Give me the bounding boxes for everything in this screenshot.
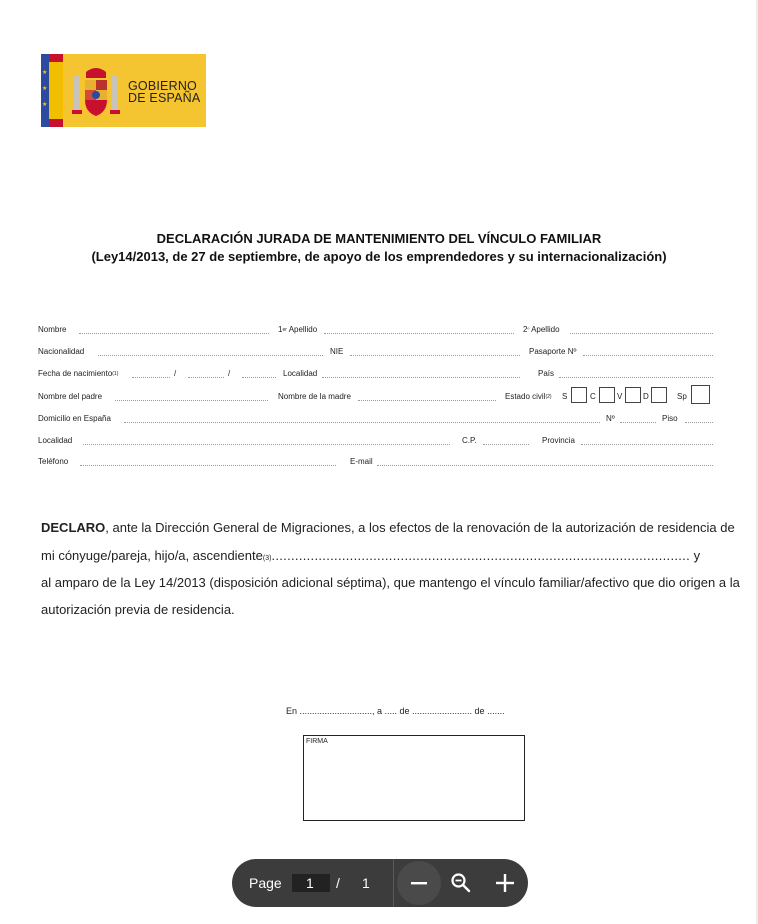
estado-option-v: V [617, 392, 623, 401]
label-apellido-2: $2^º$ Apellido [523, 325, 560, 334]
field-numero[interactable] [620, 422, 656, 423]
estado-option-c: C [590, 392, 596, 401]
field-piso[interactable] [685, 422, 713, 423]
document-title: DECLARACIÓN JURADA DE MANTENIMIENTO DEL VÍNCULO FAMILIAR [156, 231, 602, 246]
declaration-line-3: al amparo de la Ley 14/2013 (disposición adicional séptima), que mantengo el vínculo familiar/afectivo que dio origen a la [41, 575, 740, 590]
estado-option-d: D [643, 392, 649, 401]
page-label: Page [249, 875, 282, 891]
label-nombre: Nombre [38, 325, 67, 334]
label-localidad: Localidad [38, 436, 73, 445]
current-page-value: 1 [306, 875, 314, 891]
label-padre: Nombre del padre [38, 392, 103, 401]
minus-icon[interactable] [409, 873, 429, 893]
logo-line-1: GOBIERNO [128, 79, 197, 93]
toolbar-divider [393, 859, 394, 907]
label-pais: País [538, 369, 555, 378]
field-nacionalidad[interactable] [98, 355, 323, 356]
field-apellido-1[interactable] [324, 333, 514, 334]
checkbox-separado[interactable] [691, 385, 710, 404]
slash-1: / [174, 369, 177, 378]
field-localidad[interactable] [83, 444, 450, 445]
declaro-heading: DECLARO [41, 520, 106, 535]
field-apellido-2[interactable] [570, 333, 713, 334]
field-cp[interactable] [483, 444, 529, 445]
plus-icon[interactable] [494, 872, 516, 894]
field-fecha-mes[interactable] [188, 377, 224, 378]
checkbox-divorciado[interactable] [651, 387, 667, 403]
label-numero: Nº [606, 414, 615, 423]
document-subtitle: (Ley14/2013, de 27 de septiembre, de apoyo de los emprendedores y su internacionalización) [91, 249, 667, 264]
field-provincia[interactable] [581, 444, 713, 445]
label-madre: Nombre de la madre [278, 392, 351, 401]
field-fecha-anio[interactable] [242, 377, 276, 378]
checkbox-casado[interactable] [599, 387, 615, 403]
declaration-line-1: DECLARO, ante la Dirección General de Migraciones, a los efectos de la renovación de la autorización de residencia de [41, 520, 735, 535]
label-cp: C.P. [462, 436, 477, 445]
field-nombre[interactable] [79, 333, 269, 334]
label-nacionalidad: Nacionalidad [38, 347, 85, 356]
label-nie: NIE [330, 347, 344, 356]
label-piso: Piso [662, 414, 678, 423]
magnifier-icon[interactable] [450, 872, 472, 894]
checkbox-viudo[interactable] [625, 387, 641, 403]
estado-option-sp: Sp [677, 392, 687, 401]
label-provincia: Provincia [542, 436, 575, 445]
field-email[interactable] [377, 465, 713, 466]
declaration-line-2: mi cónyuge/pareja, hijo/a, ascendiente(3)........................................................................................................... y [41, 548, 701, 563]
logo-line-2: DE ESPAÑA [128, 91, 201, 105]
field-madre[interactable] [358, 400, 496, 401]
logo-text [128, 80, 200, 104]
coat-of-arms-icon [70, 64, 122, 120]
label-domicilio: Domicilio en España [38, 414, 111, 423]
field-telefono[interactable] [80, 465, 336, 466]
field-fecha-dia[interactable] [132, 377, 170, 378]
field-pasaporte[interactable] [583, 355, 713, 356]
field-domicilio[interactable] [124, 422, 600, 423]
label-localidad-nacimiento: Localidad [283, 369, 318, 378]
firma-box[interactable] [303, 735, 525, 821]
place-date-line[interactable]: En ............................., a ..... de ........................ de ....... [286, 706, 505, 716]
firma-label: FIRMA [306, 738, 328, 745]
field-padre[interactable] [115, 400, 268, 401]
declaration-line-4: autorización previa de residencia. [41, 602, 235, 617]
label-telefono: Teléfono [38, 457, 69, 466]
label-apellido-1: 1er Apellido [278, 325, 318, 334]
estado-option-s: S [562, 392, 568, 401]
label-estado-civil: Estado civil$^{(2)}$ [505, 392, 552, 401]
field-nie[interactable] [350, 355, 520, 356]
checkbox-soltero[interactable] [571, 387, 587, 403]
field-pais[interactable] [559, 377, 713, 378]
total-pages: 1 [362, 875, 370, 891]
field-localidad-nacimiento[interactable] [322, 377, 520, 378]
spain-eu-flag: ★ ★ ★ [41, 54, 63, 127]
label-email: E-mail [350, 457, 373, 466]
label-fecha-nacimiento: Fecha de nacimiento$^{(1)}$ [38, 369, 119, 378]
label-pasaporte: Pasaporte Nº [529, 347, 577, 356]
slash-2: / [228, 369, 231, 378]
page-separator: / [336, 875, 340, 891]
